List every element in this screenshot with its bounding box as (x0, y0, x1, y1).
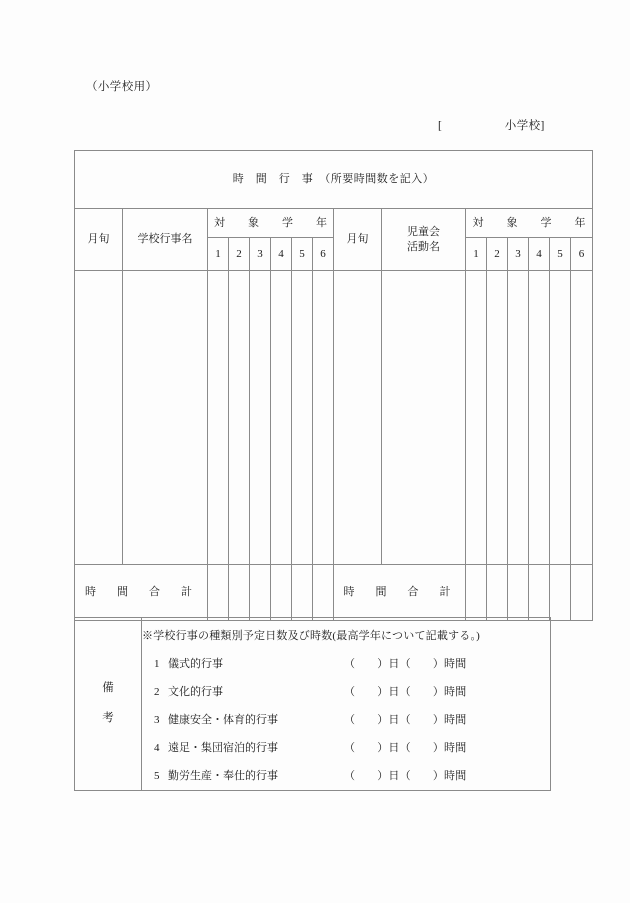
list-item (142, 683, 550, 699)
item-label: 儀式的行事 (168, 658, 223, 670)
grade-header-right-6: 6 (571, 238, 593, 271)
entry-grade-left-4[interactable] (271, 271, 292, 565)
grade-header-right-2: 2 (487, 238, 508, 271)
list-item (142, 767, 550, 783)
remarks-content (142, 618, 551, 791)
schedule-table (74, 150, 593, 621)
total-grade-left-4[interactable] (271, 565, 292, 621)
item-number: 1 (154, 658, 160, 670)
item-number: 4 (154, 742, 160, 754)
grade-header-left-6: 6 (313, 238, 334, 271)
header-month-left: 月旬 (75, 209, 123, 271)
remarks-table (74, 617, 551, 791)
list-item (142, 711, 550, 727)
entry-month-left[interactable] (75, 271, 123, 565)
entry-month-right[interactable] (334, 271, 382, 565)
item-label: 勤労生産・奉仕的行事 (168, 770, 278, 782)
entry-grade-right-3[interactable] (508, 271, 529, 565)
table-title-row (75, 151, 593, 209)
entry-grade-right-1[interactable] (466, 271, 487, 565)
header-target-grade-left: 対 象 学 年 (208, 209, 334, 238)
item-counts: （ ）日（ ）時間 (344, 658, 467, 670)
total-grade-left-5[interactable] (292, 565, 313, 621)
bracket-open: [ (438, 120, 443, 132)
grade-header-right-5: 5 (550, 238, 571, 271)
item-number: 3 (154, 714, 160, 726)
total-grade-right-3[interactable] (508, 565, 529, 621)
entry-grade-left-1[interactable] (208, 271, 229, 565)
total-label-left: 時 間 合 計 (75, 565, 208, 621)
grade-header-right-4: 4 (529, 238, 550, 271)
header-target-grade-right: 対 象 学 年 (466, 209, 593, 238)
bracket-close: 小学校] (504, 120, 545, 132)
total-grade-left-3[interactable] (250, 565, 271, 621)
remarks-label (75, 618, 142, 791)
entry-grade-right-2[interactable] (487, 271, 508, 565)
entry-school-event-name[interactable] (123, 271, 208, 565)
entry-grade-left-6[interactable] (313, 271, 334, 565)
total-grade-right-4[interactable] (529, 565, 550, 621)
school-type-label: （小学校用） (86, 81, 158, 93)
item-label: 健康安全・体育的行事 (168, 714, 278, 726)
totals-row (75, 565, 593, 621)
total-grade-left-2[interactable] (229, 565, 250, 621)
school-name-field (438, 117, 545, 133)
entry-grade-right-5[interactable] (550, 271, 571, 565)
total-grade-right-2[interactable] (487, 565, 508, 621)
header-school-event-name: 学校行事名 (123, 209, 208, 271)
entry-body-row (75, 271, 593, 565)
item-number: 5 (154, 770, 160, 782)
header-group-row (75, 209, 593, 238)
remarks-label-char1: 備 (102, 682, 114, 695)
entry-grade-left-3[interactable] (250, 271, 271, 565)
header-student-council-activity (382, 209, 466, 271)
grade-header-left-4: 4 (271, 238, 292, 271)
item-number: 2 (154, 686, 160, 698)
entry-student-council-activity[interactable] (382, 271, 466, 565)
grade-header-left-1: 1 (208, 238, 229, 271)
remarks-row (75, 618, 551, 791)
grade-header-left-2: 2 (229, 238, 250, 271)
list-item (142, 655, 550, 671)
item-label: 遠足・集団宿泊的行事 (168, 742, 278, 754)
student-council-line2: 活動名 (407, 240, 440, 253)
total-grade-right-6[interactable] (571, 565, 593, 621)
item-counts: （ ）日（ ）時間 (344, 686, 467, 698)
total-grade-right-5[interactable] (550, 565, 571, 621)
remarks-label-char2: 考 (102, 712, 114, 724)
event-category-list (142, 655, 550, 783)
grade-header-left-3: 3 (250, 238, 271, 271)
total-grade-left-6[interactable] (313, 565, 334, 621)
remarks-note: ※学校行事の種類別予定日数及び時数(最高学年について記載する。) (142, 630, 481, 642)
item-label: 文化的行事 (168, 686, 223, 698)
grade-header-left-5: 5 (292, 238, 313, 271)
item-counts: （ ）日（ ）時間 (344, 742, 467, 754)
table-title: 時 間 行 事 （所要時間数を記入） (75, 151, 593, 209)
grade-header-right-3: 3 (508, 238, 529, 271)
grade-header-right-1: 1 (466, 238, 487, 271)
item-counts: （ ）日（ ）時間 (344, 770, 467, 782)
student-council-line1: 児童会 (407, 225, 440, 238)
total-grade-right-1[interactable] (466, 565, 487, 621)
entry-grade-right-4[interactable] (529, 271, 550, 565)
total-grade-left-1[interactable] (208, 565, 229, 621)
total-label-right: 時 間 合 計 (334, 565, 466, 621)
list-item (142, 739, 550, 755)
header-month-right: 月旬 (334, 209, 382, 271)
entry-grade-left-2[interactable] (229, 271, 250, 565)
item-counts: （ ）日（ ）時間 (344, 714, 467, 726)
entry-grade-left-5[interactable] (292, 271, 313, 565)
entry-grade-right-6[interactable] (571, 271, 593, 565)
